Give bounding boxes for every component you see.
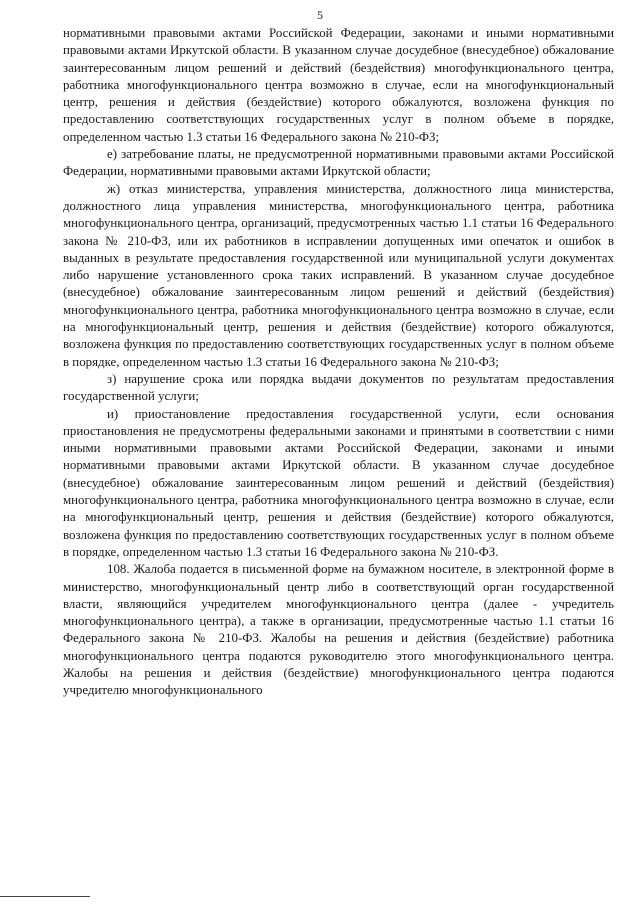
paragraph-item-e: е) затребование платы, не предусмотренной нормативными правовыми актами Российской Федерации, нормативными правовыми актами Иркутской области;: [63, 147, 614, 179]
paragraph-item-zh: ж) отказ министерства, управления министерства, должностного лица министерства, должностного лица управления министерства, многофункционального центра, работника многофункционального центра, организаций, предусмотренных частью 1.1 статьи 16 Федерального закона № 210-ФЗ, или их работников в исправлении допущенных ими опечаток и ошибок в выданных в результате предоставления государственной или муниципальной услуги документах либо нарушение установленного срока таких исправлений. В указанном случае досудебное (внесудебное) обжалование заинтересованным лицом решений и действий (бездействия) многофункционального центра, работника многофункционального центра возможно в случае, если на многофункциональный центр, решения и действия (бездействие) которого обжалуются, возложена функция по предоставлению соответствующих государственных услуг в полном объеме в порядке, определенном частью 1.3 статьи 16 Федерального закона № 210-ФЗ;: [63, 181, 614, 369]
paragraph-item-i: и) приостановление предоставления государственной услуги, если основания приостановления не предусмотрены федеральными законами и принятыми в соответствии с ними иными нормативными правовыми актами Российской Федерации, законами и иными нормативными правовыми актами Иркутской области. В указанном случае досудебное (внесудебное) обжалование заинтересованным лицом решений и действий (бездействия) многофункционального центра, работника многофункционального центра возможно в случае, если на многофункциональный центр, решения и действия (бездействие) которого обжалуются, возложена функция по предоставлению соответствующих государственных услуг в полном объеме в порядке, определенном частью 1.3 статьи 16 Федерального закона № 210-ФЗ.: [63, 406, 614, 559]
paragraph-item-z: з) нарушение срока или порядка выдачи документов по результатам предоставления государственной услуги;: [63, 371, 614, 404]
paragraph-continuation: нормативными правовыми актами Российской Федерации, законами и иными нормативными правовыми актами Иркутской области. В указанном случае досудебное (внесудебное) обжалование заинтересованным лицом решений и действий (бездействия) многофункционального центра, работника многофункционального центра возможно в случае, если на многофункциональный центр, решения и действия (бездействие) которого обжалуются, возложена функция по предоставлению соответствующих государственных услуг в полном объеме в порядке, определенном частью 1.3 статьи 16 Федерального закона № 210-ФЗ;: [63, 26, 614, 144]
page-number: 5: [317, 8, 323, 22]
document-body: [63, 25, 614, 700]
paragraph-108: 108. Жалоба подается в письменной форме на бумажном носителе, в электронной форме в министерство, многофункциональный центр либо в соответствующий орган государственной власти, являющийся учредителем многофункционального центра (далее - учредитель многофункционального центра), а также в организации, предусмотренные частью 1.1 статьи 16 Федерального закона № 210-ФЗ. Жалобы на решения и действия (бездействие) работника многофункционального центра подаются руководителю этого многофункционального центра. Жалобы на решения и действия (бездействие) многофункционального центра подаются учредителю многофункционального: [63, 562, 614, 698]
footer-rule: [0, 896, 90, 897]
